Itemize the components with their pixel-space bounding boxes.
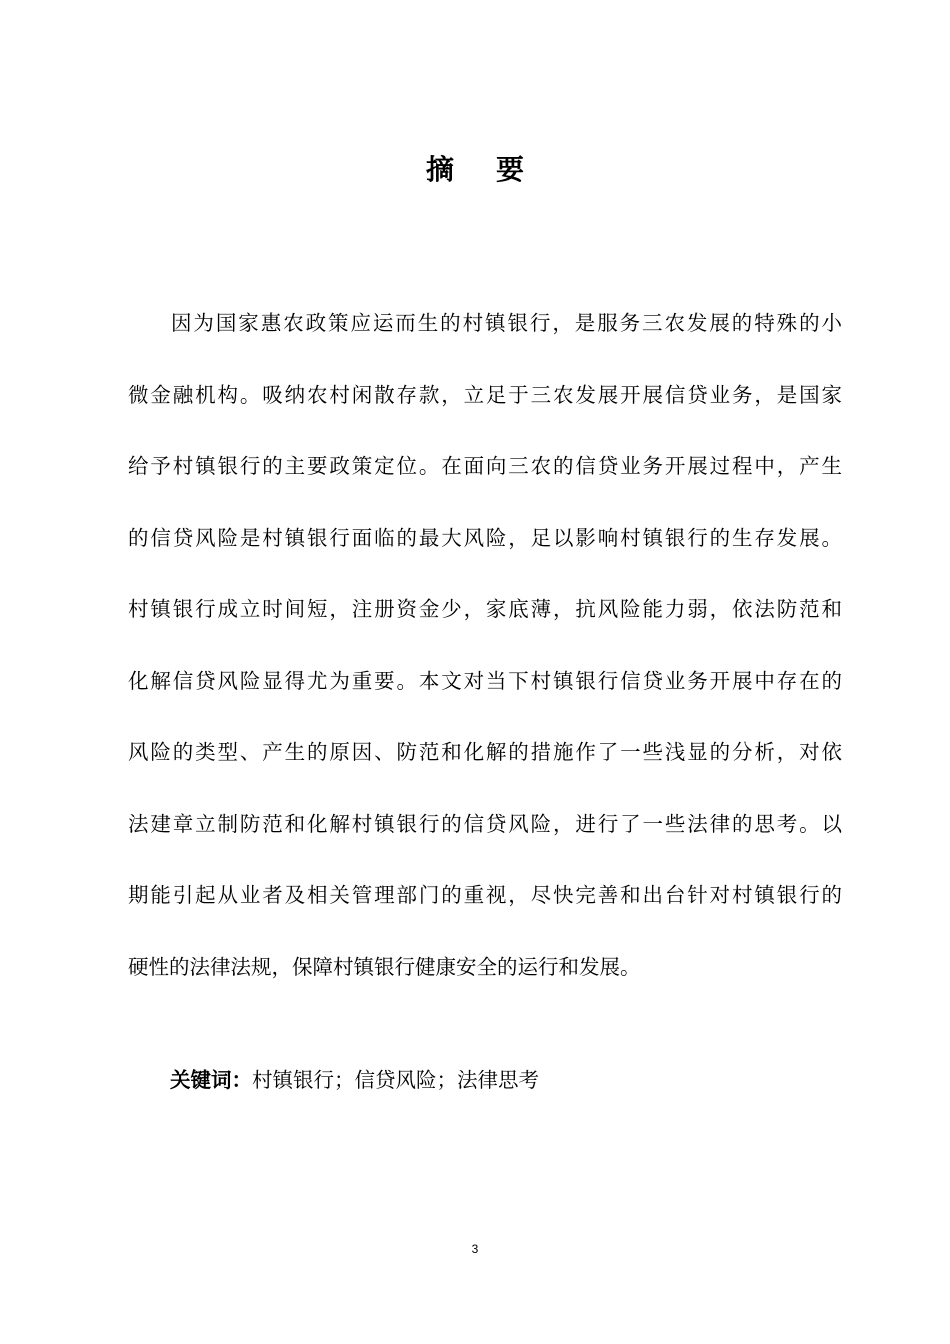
- abstract-line: 硬性的法律法规，保障村镇银行健康安全的运行和发展。: [128, 954, 641, 979]
- abstract-body: [128, 288, 842, 1003]
- abstract-line: 风险的类型、产生的原因、防范和化解的措施作了一些浅显的分析，对依: [128, 740, 842, 764]
- page-number: 3: [471, 1242, 479, 1256]
- abstract-line: 村镇银行成立时间短，注册资金少，家底薄，抗风险能力弱，依法防范和: [128, 597, 842, 621]
- abstract-line: 因为国家惠农政策应运而生的村镇银行，是服务三农发展的特殊的小: [171, 311, 842, 335]
- page-title-char-2: 要: [496, 153, 525, 186]
- keywords-label: 关键词：: [170, 1068, 252, 1092]
- abstract-line: 化解信贷风险显得尤为重要。本文对当下村镇银行信贷业务开展中存在的: [128, 668, 842, 693]
- abstract-line: 的信贷风险是村镇银行面临的最大风险，足以影响村镇银行的生存发展。: [128, 525, 842, 550]
- keywords-value: 村镇银行；信贷风险；法律思考: [252, 1068, 539, 1092]
- abstract-line: 给予村镇银行的主要政策定位。在面向三农的信贷业务开展过程中，产生: [128, 454, 842, 478]
- keywords: [170, 1064, 539, 1096]
- page-title-char-1: 摘: [425, 153, 454, 186]
- abstract-line: 法建章立制防范和化解村镇银行的信贷风险，进行了一些法律的思考。以: [128, 811, 842, 836]
- abstract-line: 微金融机构。吸纳农村闲散存款，立足于三农发展开展信贷业务，是国家: [128, 382, 842, 407]
- abstract-line: 期能引起从业者及相关管理部门的重视，尽快完善和出台针对村镇银行的: [128, 883, 842, 907]
- page-title: [0, 150, 950, 190]
